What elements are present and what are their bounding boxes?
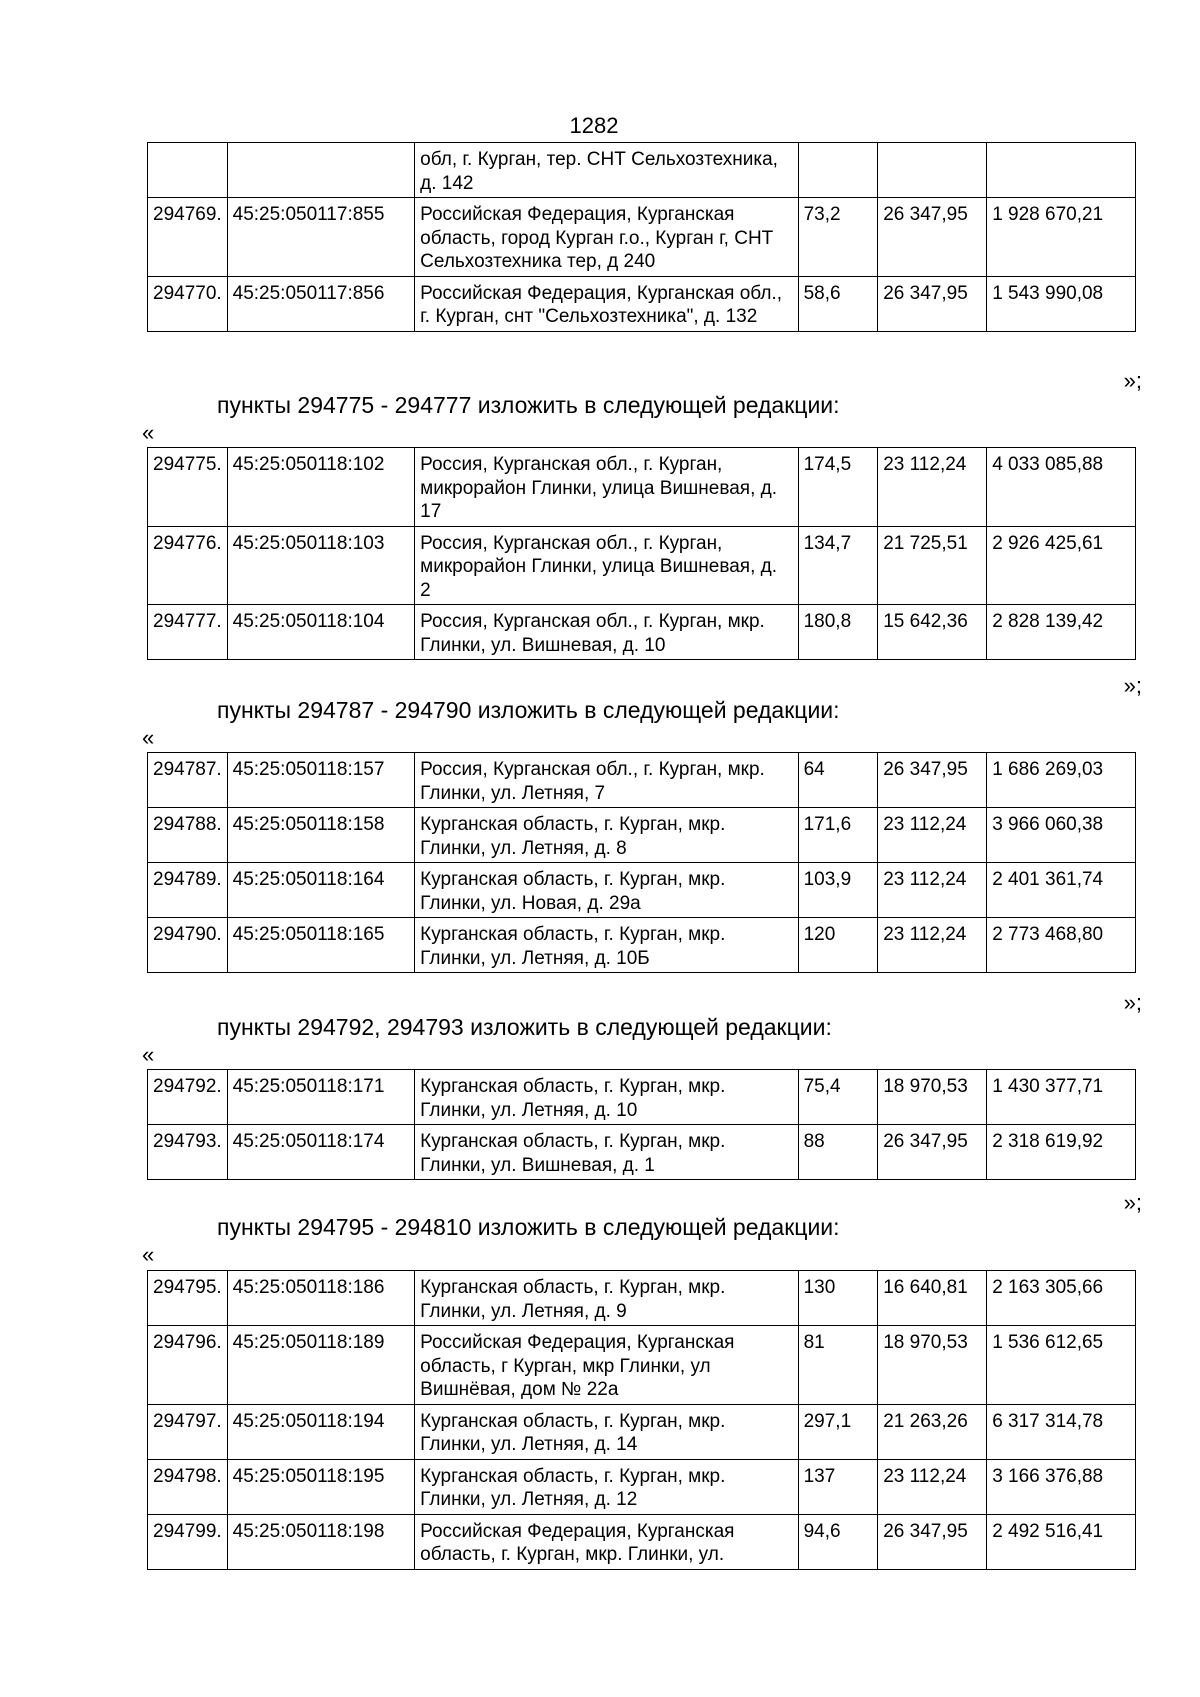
area-cell: 171,6 [798, 808, 878, 863]
cadastral-number-cell: 45:25:050117:856 [227, 276, 415, 331]
section-heading: пункты 294792, 294793 изложить в следующей редакции: [217, 1014, 832, 1040]
item-number-cell: 294777. [148, 605, 228, 660]
unit-value-cell: 23 112,24 [878, 918, 987, 973]
cadastral-number-cell: 45:25:050118:164 [227, 863, 415, 918]
table-row [148, 1125, 1136, 1180]
address-cell: обл, г. Курган, тер. СНТ Сельхозтехника, д. 142 [415, 143, 798, 198]
cadastral-number-cell: 45:25:050118:103 [227, 526, 415, 605]
cadastral-number-cell: 45:25:050118:174 [227, 1125, 415, 1180]
cadastral-value-cell: 4 033 085,88 [987, 448, 1136, 527]
table-row [148, 1404, 1136, 1459]
unit-value-cell: 26 347,95 [878, 1125, 987, 1180]
unit-value-cell: 26 347,95 [878, 753, 987, 808]
section-heading: пункты 294795 - 294810 изложить в следующей редакции: [217, 1214, 840, 1240]
address-cell: Курганская область, г. Курган, мкр. Глинки, ул. Новая, д. 29а [415, 863, 798, 918]
cadastral-value-cell: 6 317 314,78 [987, 1404, 1136, 1459]
table-row [148, 863, 1136, 918]
address-cell: Курганская область, г. Курган, мкр. Глинки, ул. Летняя, д. 12 [415, 1459, 798, 1514]
cadastral-value-cell: 1 536 612,65 [987, 1326, 1136, 1405]
address-cell: Курганская область, г. Курган, мкр. Глинки, ул. Летняя, д. 8 [415, 808, 798, 863]
area-cell [798, 143, 878, 198]
table-row [148, 1514, 1136, 1569]
area-cell: 64 [798, 753, 878, 808]
item-number-cell: 294788. [148, 808, 228, 863]
address-cell: Курганская область, г. Курган, мкр. Глинки, ул. Летняя, д. 10 [415, 1070, 798, 1125]
open-quote: « [142, 725, 155, 750]
table-row [148, 808, 1136, 863]
cadastral-value-cell: 1 543 990,08 [987, 276, 1136, 331]
cadastral-number-cell: 45:25:050118:171 [227, 1070, 415, 1125]
item-number-cell: 294789. [148, 863, 228, 918]
unit-value-cell: 18 970,53 [878, 1070, 987, 1125]
table-row [148, 1326, 1136, 1405]
address-cell: Российская Федерация, Курганская область, город Курган г.о., Курган г, СНТ Сельхозтехника тер, д 240 [415, 198, 798, 277]
unit-value-cell: 26 347,95 [878, 1514, 987, 1569]
unit-value-cell: 23 112,24 [878, 863, 987, 918]
address-cell: Российская Федерация, Курганская область, г Курган, мкр Глинки, ул Вишнёвая, дом № 22а [415, 1326, 798, 1405]
cadastral-value-cell: 2 492 516,41 [987, 1514, 1136, 1569]
table-row [148, 753, 1136, 808]
area-cell: 75,4 [798, 1070, 878, 1125]
open-quote: « [142, 420, 155, 445]
table-row [148, 143, 1136, 198]
area-cell: 137 [798, 1459, 878, 1514]
table-row [148, 1459, 1136, 1514]
area-cell: 130 [798, 1271, 878, 1326]
unit-value-cell: 23 112,24 [878, 1459, 987, 1514]
unit-value-cell: 15 642,36 [878, 605, 987, 660]
cadastral-value-cell: 2 163 305,66 [987, 1271, 1136, 1326]
cadastral-number-cell: 45:25:050118:186 [227, 1271, 415, 1326]
item-number-cell: 294792. [148, 1070, 228, 1125]
address-cell: Российская Федерация, Курганская область, г. Курган, мкр. Глинки, ул. [415, 1514, 798, 1569]
unit-value-cell: 16 640,81 [878, 1271, 987, 1326]
item-number-cell: 294770. [148, 276, 228, 331]
address-cell: Курганская область, г. Курган, мкр. Глинки, ул. Летняя, д. 10Б [415, 918, 798, 973]
unit-value-cell: 23 112,24 [878, 448, 987, 527]
item-number-cell: 294793. [148, 1125, 228, 1180]
cadastral-number-cell: 45:25:050118:195 [227, 1459, 415, 1514]
unit-value-cell: 21 263,26 [878, 1404, 987, 1459]
cadastral-value-cell: 2 773 468,80 [987, 918, 1136, 973]
data-table [147, 1270, 1136, 1570]
cadastral-number-cell: 45:25:050118:189 [227, 1326, 415, 1405]
area-cell: 73,2 [798, 198, 878, 277]
table-row [148, 198, 1136, 277]
cadastral-value-cell: 1 686 269,03 [987, 753, 1136, 808]
cadastral-number-cell: 45:25:050118:198 [227, 1514, 415, 1569]
area-cell: 174,5 [798, 448, 878, 527]
item-number-cell: 294797. [148, 1404, 228, 1459]
open-quote: « [142, 1242, 155, 1267]
address-cell: Российская Федерация, Курганская обл., г. Курган, снт "Сельхозтехника", д. 132 [415, 276, 798, 331]
unit-value-cell: 26 347,95 [878, 276, 987, 331]
cadastral-number-cell: 45:25:050117:855 [227, 198, 415, 277]
cadastral-number-cell: 45:25:050118:165 [227, 918, 415, 973]
item-number-cell: 294799. [148, 1514, 228, 1569]
data-table [147, 1069, 1136, 1180]
address-cell: Россия, Курганская обл., г. Курган, мкр. Глинки, ул. Вишневая, д. 10 [415, 605, 798, 660]
area-cell: 88 [798, 1125, 878, 1180]
section-heading: пункты 294787 - 294790 изложить в следующей редакции: [217, 697, 840, 723]
cadastral-number-cell: 45:25:050118:194 [227, 1404, 415, 1459]
table-row [148, 1271, 1136, 1326]
address-cell: Курганская область, г. Курган, мкр. Глинки, ул. Вишневая, д. 1 [415, 1125, 798, 1180]
open-quote: « [142, 1042, 155, 1067]
cadastral-value-cell: 2 318 619,92 [987, 1125, 1136, 1180]
unit-value-cell: 21 725,51 [878, 526, 987, 605]
cadastral-number-cell: 45:25:050118:102 [227, 448, 415, 527]
unit-value-cell: 18 970,53 [878, 1326, 987, 1405]
table-row [148, 448, 1136, 527]
table-row [148, 276, 1136, 331]
address-cell: Курганская область, г. Курган, мкр. Глинки, ул. Летняя, д. 14 [415, 1404, 798, 1459]
close-quote: »; [1123, 990, 1142, 1015]
data-table [147, 142, 1136, 332]
page-number: 1282 [569, 113, 619, 138]
cadastral-value-cell: 1 928 670,21 [987, 198, 1136, 277]
close-quote: »; [1123, 368, 1142, 393]
item-number-cell: 294769. [148, 198, 228, 277]
area-cell: 297,1 [798, 1404, 878, 1459]
close-quote: »; [1123, 1190, 1142, 1215]
unit-value-cell: 23 112,24 [878, 808, 987, 863]
cadastral-value-cell: 3 166 376,88 [987, 1459, 1136, 1514]
item-number-cell: 294776. [148, 526, 228, 605]
address-cell: Курганская область, г. Курган, мкр. Глинки, ул. Летняя, д. 9 [415, 1271, 798, 1326]
area-cell: 94,6 [798, 1514, 878, 1569]
unit-value-cell [878, 143, 987, 198]
cadastral-value-cell: 3 966 060,38 [987, 808, 1136, 863]
area-cell: 120 [798, 918, 878, 973]
data-table [147, 752, 1136, 973]
address-cell: Россия, Курганская обл., г. Курган, микрорайон Глинки, улица Вишневая, д. 17 [415, 448, 798, 527]
address-cell: Россия, Курганская обл., г. Курган, мкр. Глинки, ул. Летняя, 7 [415, 753, 798, 808]
item-number-cell [148, 143, 228, 198]
table-row [148, 1070, 1136, 1125]
cadastral-number-cell: 45:25:050118:158 [227, 808, 415, 863]
area-cell: 58,6 [798, 276, 878, 331]
cadastral-number-cell [227, 143, 415, 198]
cadastral-number-cell: 45:25:050118:104 [227, 605, 415, 660]
cadastral-value-cell: 1 430 377,71 [987, 1070, 1136, 1125]
unit-value-cell: 26 347,95 [878, 198, 987, 277]
item-number-cell: 294798. [148, 1459, 228, 1514]
area-cell: 103,9 [798, 863, 878, 918]
cadastral-number-cell: 45:25:050118:157 [227, 753, 415, 808]
table-row [148, 918, 1136, 973]
area-cell: 81 [798, 1326, 878, 1405]
table-row [148, 605, 1136, 660]
cadastral-value-cell: 2 401 361,74 [987, 863, 1136, 918]
item-number-cell: 294775. [148, 448, 228, 527]
section-heading: пункты 294775 - 294777 изложить в следующей редакции: [217, 392, 840, 418]
close-quote: »; [1123, 673, 1142, 698]
address-cell: Россия, Курганская обл., г. Курган, микрорайон Глинки, улица Вишневая, д. 2 [415, 526, 798, 605]
item-number-cell: 294790. [148, 918, 228, 973]
data-table [147, 447, 1136, 660]
table-row [148, 526, 1136, 605]
item-number-cell: 294795. [148, 1271, 228, 1326]
item-number-cell: 294787. [148, 753, 228, 808]
item-number-cell: 294796. [148, 1326, 228, 1405]
area-cell: 180,8 [798, 605, 878, 660]
cadastral-value-cell [987, 143, 1136, 198]
cadastral-value-cell: 2 926 425,61 [987, 526, 1136, 605]
area-cell: 134,7 [798, 526, 878, 605]
cadastral-value-cell: 2 828 139,42 [987, 605, 1136, 660]
